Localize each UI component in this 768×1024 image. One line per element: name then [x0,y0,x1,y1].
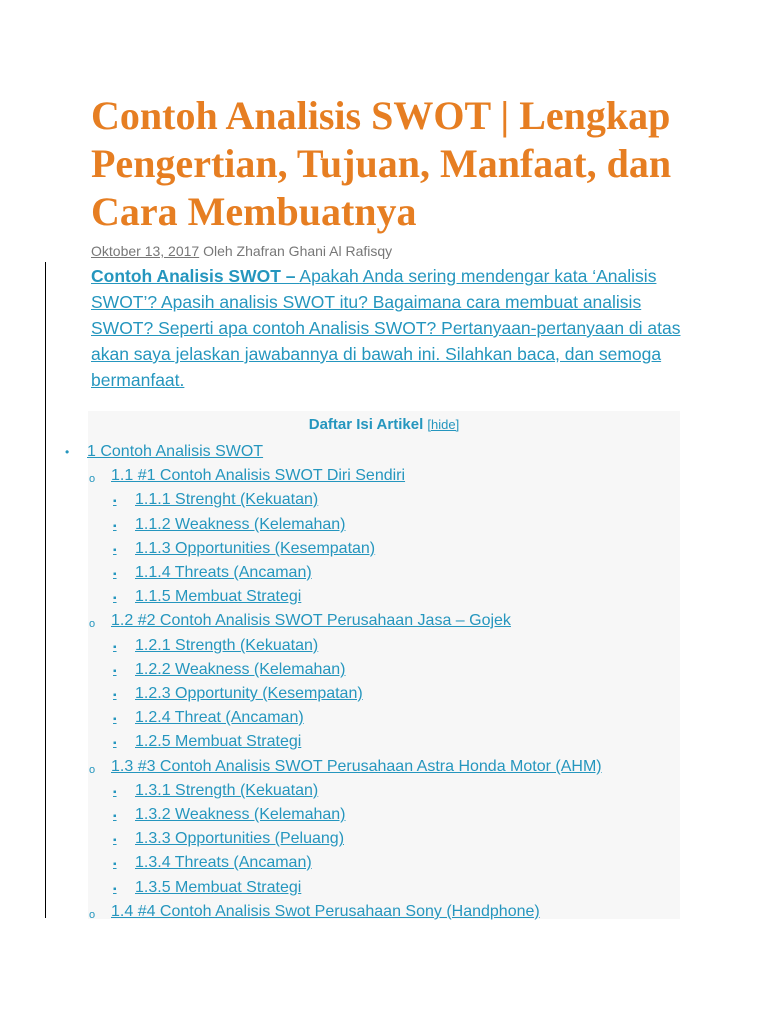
toc-header [88,416,680,433]
toc-title: Daftar Isi Artikel [308,416,424,433]
toc-bullet: ▪ [113,714,117,725]
intro-bold-lead: Contoh Analisis SWOT – [91,266,296,286]
toc-item-level-2[interactable] [89,464,405,488]
article-date-link[interactable]: Oktober 13, 2017 [91,243,200,259]
toc-item-level-3[interactable] [113,803,345,827]
toc-item-label: 1.2.3 Opportunity (Kesempatan) [135,685,363,702]
toc-item-level-3[interactable] [113,706,304,730]
toc-bullet: o [89,473,96,485]
toc-item-label: 1.4 #4 Contoh Analisis Swot Perusahaan Sony (Handphone) [111,903,540,920]
toc-item-label: 1.3.1 Strength (Kekuatan) [135,782,319,799]
toc-item-level-2[interactable] [89,900,540,924]
intro-text: Apakah Anda sering mendengar kata ‘Analisis SWOT’? Apasih analisis SWOT itu? Bagaimana cara membuat analisis SWOT? Seperti apa contoh Analisis SWOT? Pertanyaan-pertanyaan di atas akan saya jelaskan jawabannya di bawah ini. Silahkan baca, dan semoga bermanfaat. [91,266,681,390]
toc-item-level-3[interactable] [113,561,312,585]
toc-item-level-3[interactable] [113,488,318,512]
toc-item-label: 1.1.5 Membuat Strategi [135,588,302,605]
toc-item-level-3[interactable] [113,682,363,706]
toc-bullet: ▪ [113,545,117,556]
toc-item-label: 1.3 #3 Contoh Analisis SWOT Perusahaan Astra Honda Motor (AHM) [111,758,602,775]
toc-bullet: ▪ [113,569,117,580]
toc-item-level-2[interactable] [89,755,602,779]
toc-item-level-3[interactable] [113,585,301,609]
left-margin-rule [45,262,46,918]
toc-bullet: • [65,445,70,459]
toc-item-label: 1.2.2 Weakness (Kelemahan) [135,661,346,678]
toc-item-level-3[interactable] [113,658,345,682]
toc-bullet: ▪ [113,811,117,822]
toc-item-level-3[interactable] [113,851,312,875]
toc-bullet: ▪ [113,642,117,653]
toc-item-level-3[interactable] [113,634,318,658]
toc-item-label: 1.1.1 Strenght (Kekuatan) [135,491,319,508]
toc-item-label: 1.3.5 Membuat Strategi [135,879,302,896]
toc-item-label: 1.1 #1 Contoh Analisis SWOT Diri Sendiri [111,467,406,484]
toc-item-label: 1.3.3 Opportunities (Peluang) [135,830,345,847]
toc-item-label: 1 Contoh Analisis SWOT [87,443,264,460]
toc-bullet: o [89,909,96,921]
toc-item-label: 1.3.4 Threats (Ancaman) [135,854,312,871]
toc-bullet: ▪ [113,593,117,604]
toc-bullet: ▪ [113,738,117,749]
toc-item-level-3[interactable] [113,827,344,851]
toc-bullet: ▪ [113,496,117,507]
toc-item-label: 1.1.3 Opportunities (Kesempatan) [135,540,376,557]
toc-bullet: ▪ [113,835,117,846]
toc-item-level-1[interactable] [65,440,263,464]
toc-item-label: 1.2.1 Strength (Kekuatan) [135,637,319,654]
toc-bullet: ▪ [113,521,117,532]
toc-item-level-3[interactable] [113,513,345,537]
toc-hide-link[interactable]: [hide] [427,417,460,432]
toc-item-level-3[interactable] [113,876,301,900]
toc-item-label: 1.1.4 Threats (Ancaman) [135,564,312,581]
toc-bullet: ▪ [113,666,117,677]
toc-item-label: 1.2.5 Membuat Strategi [135,733,302,750]
toc-item-label: 1.1.2 Weakness (Kelemahan) [135,516,346,533]
toc-item-label: 1.2 #2 Contoh Analisis SWOT Perusahaan Jasa – Gojek [111,612,511,629]
toc-bullet: o [89,618,96,630]
article-intro-link[interactable] [91,263,681,393]
article-title: Contoh Analisis SWOT | Lengkap Pengertian, Tujuan, Manfaat, dan Cara Membuatnya [91,93,672,234]
toc-item-level-3[interactable] [113,730,301,754]
toc-item-label: 1.2.4 Threat (Ancaman) [135,709,304,726]
toc-item-level-3[interactable] [113,537,375,561]
toc-bullet: ▪ [113,787,117,798]
toc-bullet: ▪ [113,690,117,701]
article-author: Oleh Zhafran Ghani Al Rafisqy [203,243,393,259]
toc-item-level-3[interactable] [113,779,318,803]
toc-item-level-2[interactable] [89,609,511,633]
toc-item-label: 1.3.2 Weakness (Kelemahan) [135,806,346,823]
article-meta [91,243,392,259]
toc-bullet: ▪ [113,859,117,870]
toc-bullet: ▪ [113,884,117,895]
toc-bullet: o [89,764,96,776]
